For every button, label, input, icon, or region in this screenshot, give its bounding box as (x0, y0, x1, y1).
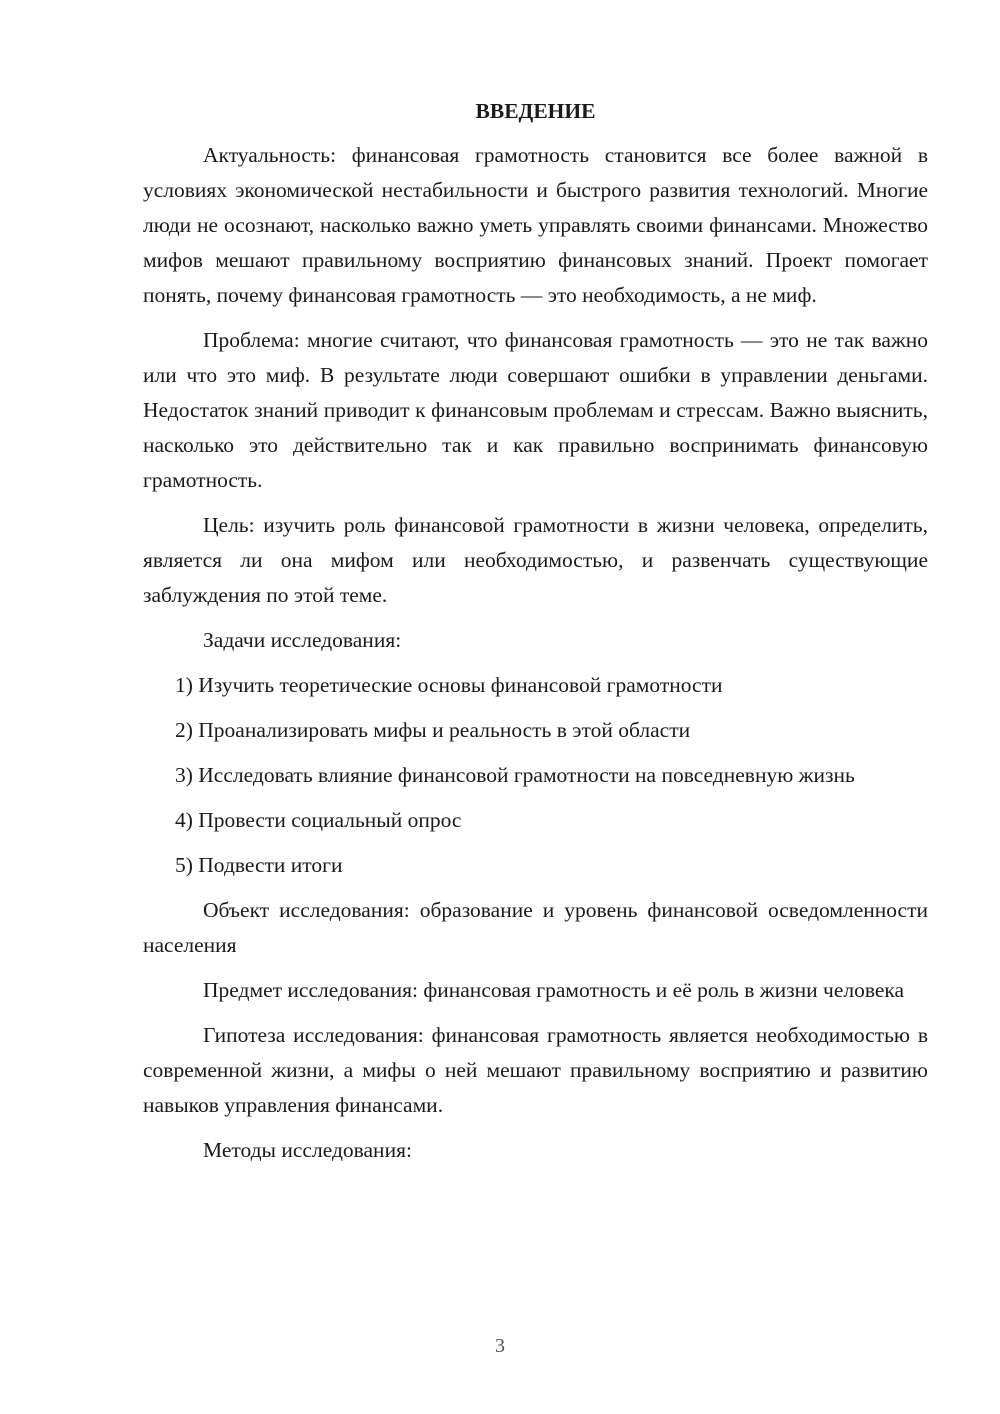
task-item-2: 2) Проанализировать мифы и реальность в этой области (175, 718, 691, 742)
methods-paragraph: Методы исследования: (203, 1138, 412, 1162)
task-item-4: 4) Провести социальный опрос (175, 808, 462, 832)
task-item-3: 3) Исследовать влияние финансовой грамотности на повседневную жизнь (175, 763, 855, 787)
tasks-heading: Задачи исследования: (203, 628, 402, 652)
goal-paragraph: Цель: изучить роль финансовой грамотности в жизни человека, определить, является ли она мифом или необходимостью, и развенчать существующие заблуждения по этой теме. (143, 513, 928, 607)
page-number: 3 (495, 1335, 505, 1357)
hypothesis-paragraph: Гипотеза исследования: финансовая грамотность является необходимостью в современной жизни, а мифы о ней мешают правильному восприятию и развитию навыков управления финансами. (143, 1023, 928, 1117)
document-page (143, 96, 928, 1178)
object-paragraph: Объект исследования: образование и уровень финансовой осведомленности населения (143, 898, 928, 957)
page-title: ВВЕДЕНИЕ (475, 99, 596, 123)
relevance-paragraph: Актуальность: финансовая грамотность становится все более важной в условиях экономической нестабильности и быстрого развития технологий. Многие люди не осознают, насколько важно уметь управлять своими финансами. Множество мифов мешают правильному восприятию финансовых знаний. Проект помогает понять, почему финансовая грамотность — это необходимость, а не миф. (143, 143, 928, 307)
problem-paragraph: Проблема: многие считают, что финансовая грамотность — это не так важно или что это миф. В результате люди совершают ошибки в управлении деньгами. Недостаток знаний приводит к финансовым проблемам и стрессам. Важно выяснить, насколько это действительно так и как правильно воспринимать финансовую грамотность. (143, 328, 928, 492)
subject-paragraph: Предмет исследования: финансовая грамотность и её роль в жизни человека (203, 978, 905, 1002)
task-item-1: 1) Изучить теоретические основы финансовой грамотности (175, 673, 723, 697)
task-item-5: 5) Подвести итоги (175, 853, 343, 877)
